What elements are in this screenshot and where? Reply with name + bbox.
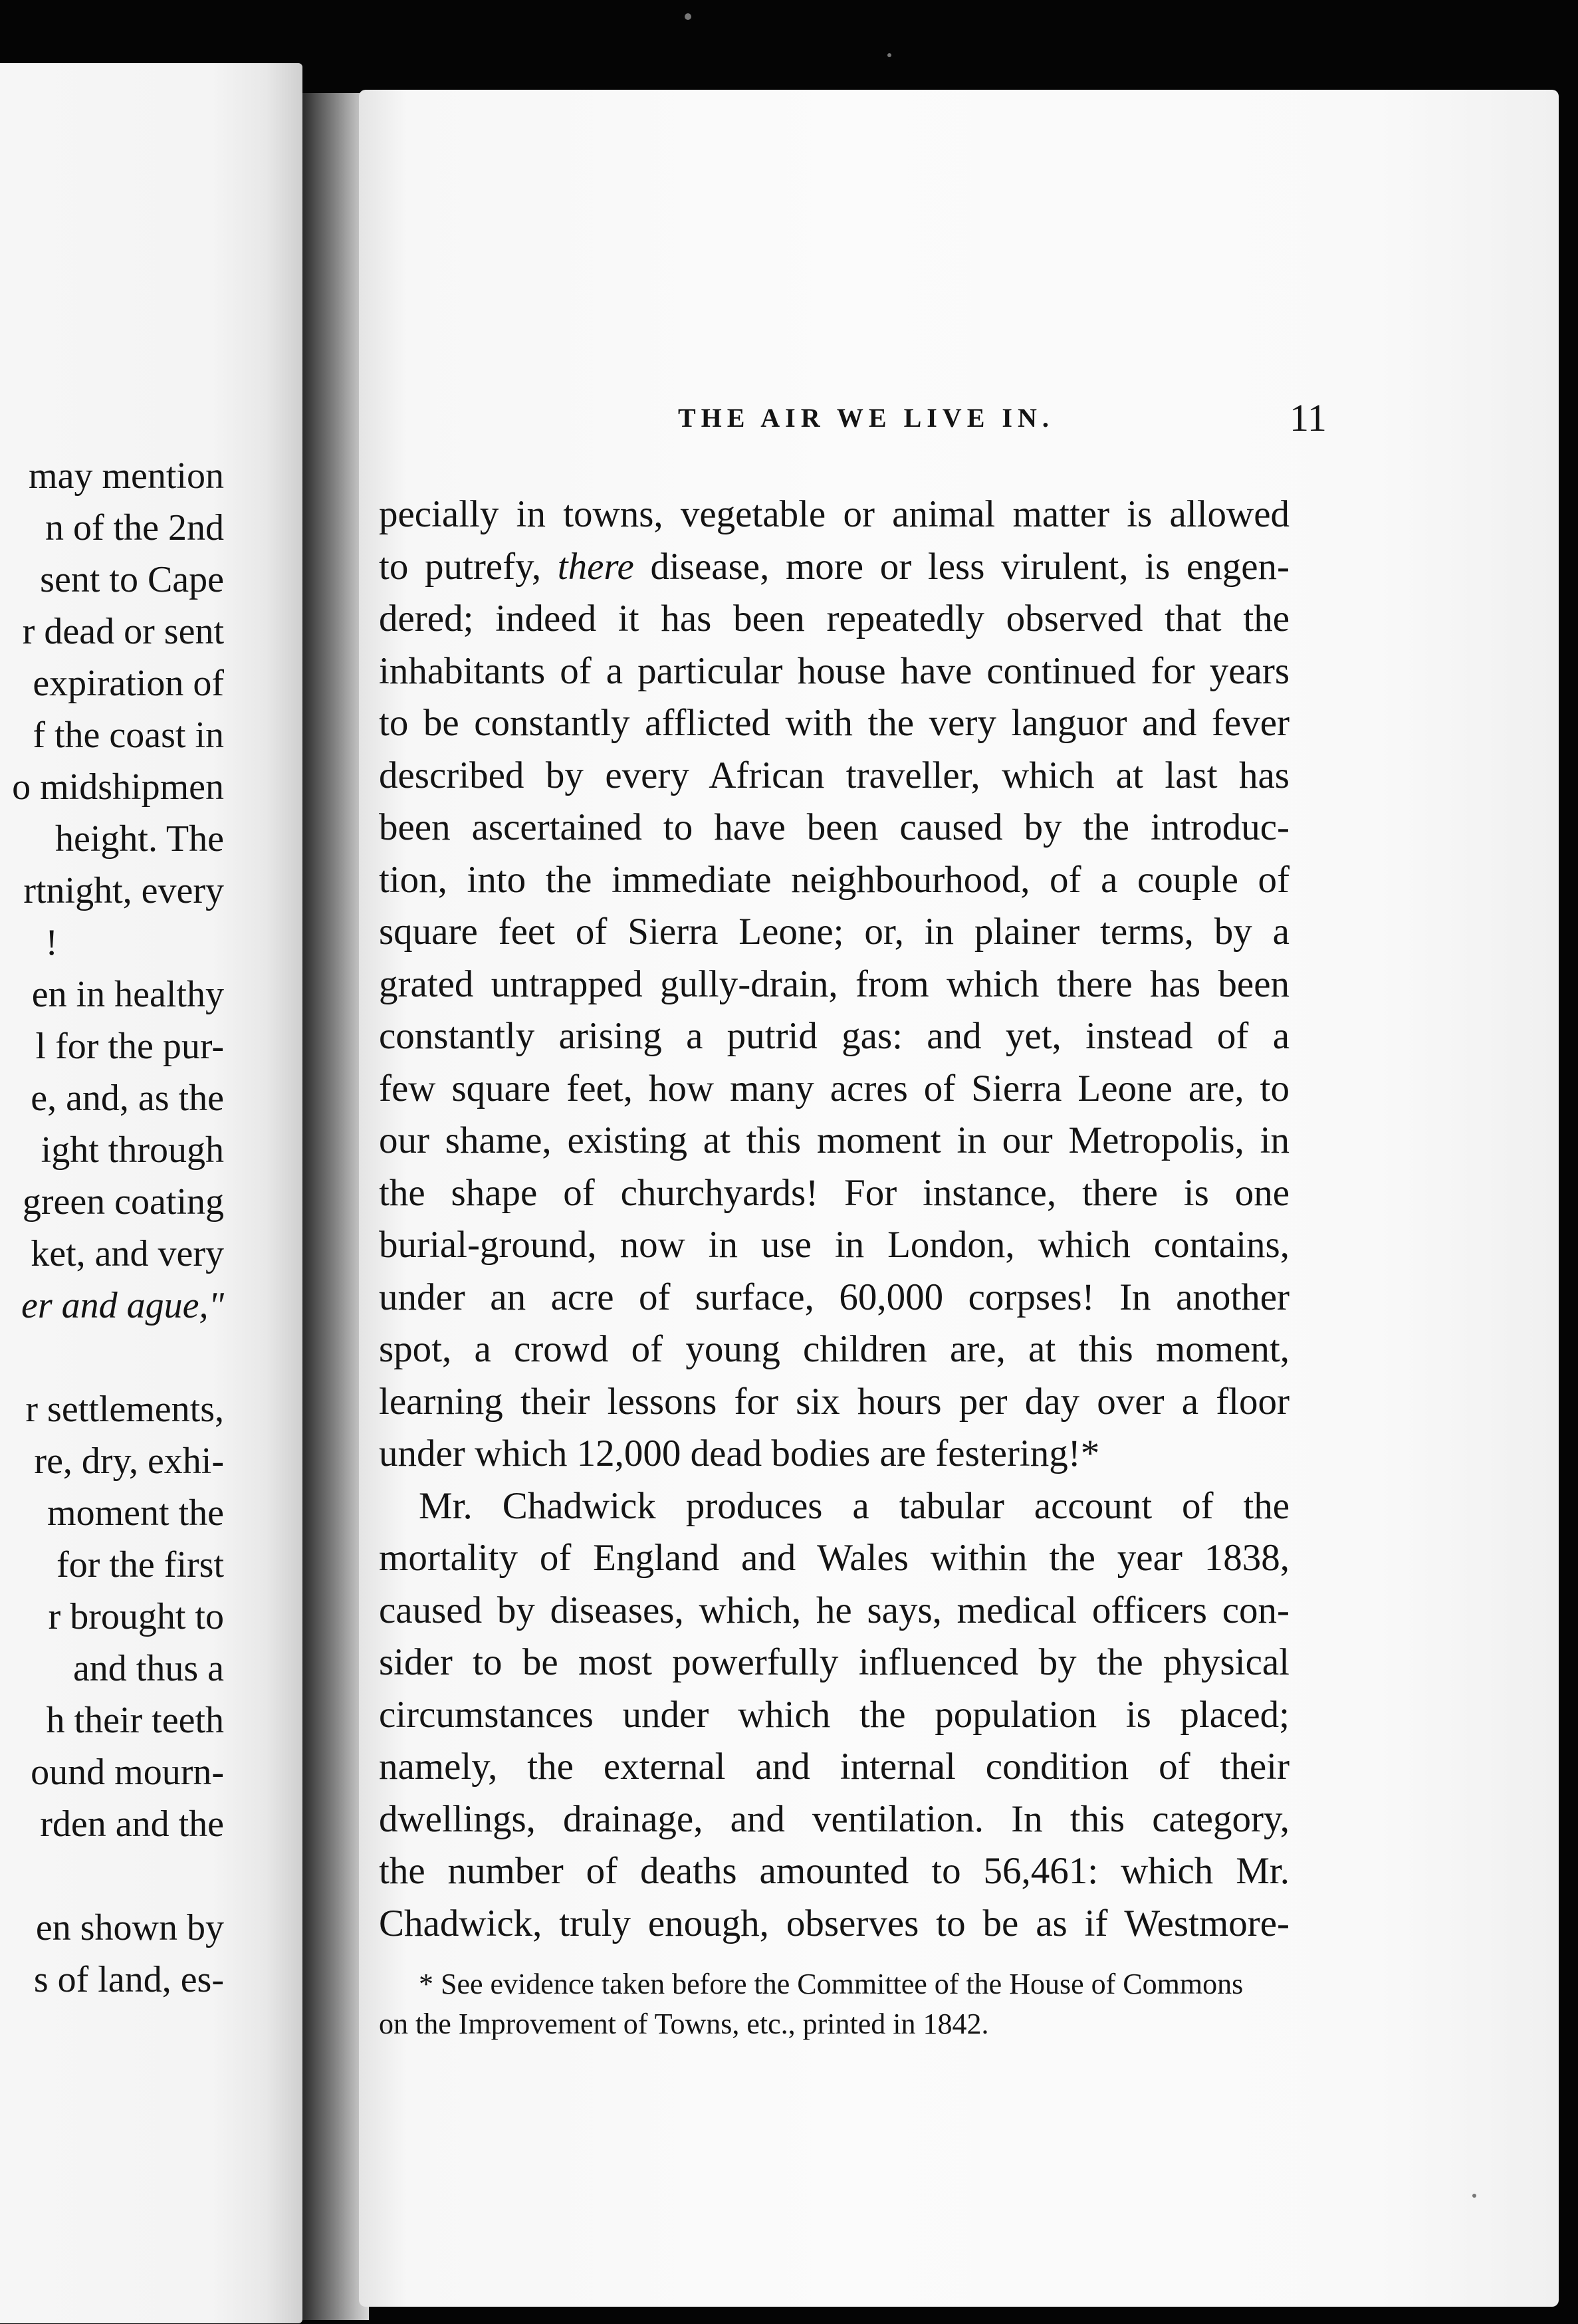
text-line: tion, into the immediate neighbourhood, of a couple of xyxy=(379,858,1290,901)
text-line: the shape of churchyards! For instance, there is one xyxy=(379,1171,1290,1214)
text-line: r settlements, xyxy=(25,1389,224,1430)
text-line: r dead or sent xyxy=(22,611,224,652)
current-page xyxy=(359,90,1559,2307)
text-span: to putrefy, xyxy=(379,545,558,588)
text-line: grated untrapped gully-drain, from which there has been xyxy=(379,963,1290,1005)
text-line: l for the pur- xyxy=(35,1026,224,1067)
previous-page xyxy=(0,63,302,2323)
text-line: e, and, as the xyxy=(31,1078,224,1119)
paragraph-gap xyxy=(12,1850,224,1902)
text-line: h their teeth xyxy=(46,1700,224,1741)
text-line: ight through xyxy=(41,1129,224,1171)
text-line: dered; indeed it has been repeatedly observed that the xyxy=(379,598,1290,639)
text-line: s of land, es- xyxy=(33,1959,224,2000)
text-line: circumstances under which the population is placed; xyxy=(379,1693,1290,1736)
text-line xyxy=(379,541,1290,594)
text-line: n of the 2nd xyxy=(45,507,224,548)
emphasis-text: there xyxy=(557,545,634,588)
text-line: f the coast in xyxy=(33,715,224,756)
text-line: caused by diseases, which, he says, medical officers con- xyxy=(379,1589,1290,1631)
text-line: r brought to xyxy=(48,1596,224,1637)
text-line: Chadwick, truly enough, observes to be as if Westmore- xyxy=(379,1902,1290,1944)
text-line: mortality of England and Wales within the year 1838, xyxy=(379,1537,1290,1579)
text-line: under which 12,000 dead bodies are festering!* xyxy=(379,1433,1100,1474)
dust-speck xyxy=(887,53,891,57)
text-line: Mr. Chadwick produces a tabular account of the xyxy=(419,1484,1290,1527)
text-line: ound mourn- xyxy=(31,1752,224,1793)
footnote-line: * See evidence taken before the Committee of the House of Commons xyxy=(419,1968,1244,2000)
text-line: green coating xyxy=(22,1181,224,1222)
text-line: sider to be most powerfully influenced by the physical xyxy=(379,1641,1290,1683)
text-line: sent to Cape xyxy=(40,559,224,600)
text-line: rtnight, every xyxy=(23,870,224,911)
footnote-line: on the Improvement of Towns, etc., printed in 1842. xyxy=(379,2008,989,2040)
text-line: described by every African traveller, which at last has xyxy=(379,754,1290,796)
paragraph-gap xyxy=(12,1332,224,1383)
text-line: rden and the xyxy=(40,1803,224,1845)
text-line: height. The xyxy=(55,818,224,860)
text-line: few square feet, how many acres of Sierra Leone are, to xyxy=(379,1067,1290,1109)
text-line: burial-ground, now in use in London, which contains, xyxy=(379,1224,1290,1266)
text-line: ket, and very xyxy=(31,1233,224,1274)
text-line: to be constantly afflicted with the very languor and fever xyxy=(379,702,1290,744)
text-line: under an acre of surface, 60,000 corpses! In another xyxy=(379,1276,1290,1318)
text-line: o midshipmen xyxy=(12,766,224,808)
text-line: been ascertained to have been caused by the introduc- xyxy=(379,806,1290,848)
text-line: learning their lessons for six hours per day over a floor xyxy=(379,1380,1290,1423)
dust-speck xyxy=(685,13,691,20)
text-line: constantly arising a putrid gas: and yet, instead of a xyxy=(379,1015,1290,1057)
text-line: moment the xyxy=(47,1492,224,1534)
previous-page-text xyxy=(12,450,224,2006)
text-line: dwellings, drainage, and ventilation. In this category, xyxy=(379,1798,1290,1840)
footnote xyxy=(379,1964,1309,2044)
body-text xyxy=(379,489,1290,1950)
text-line: expiration of xyxy=(33,663,224,704)
text-line: may mention xyxy=(29,455,224,497)
text-line: er and ague," xyxy=(21,1285,224,1326)
text-line: en shown by xyxy=(35,1907,224,1948)
text-line: ! xyxy=(45,922,58,963)
text-line: square feet of Sierra Leone; or, in plainer terms, by a xyxy=(379,911,1290,953)
text-line: our shame, existing at this moment in our Metropolis, in xyxy=(379,1119,1290,1161)
text-line: spot, a crowd of young children are, at this moment, xyxy=(379,1328,1290,1370)
page-number: 11 xyxy=(1290,396,1327,439)
text-line: en in healthy xyxy=(31,974,224,1015)
text-line: inhabitants of a particular house have continued for years xyxy=(379,649,1290,692)
text-line: re, dry, exhi- xyxy=(34,1441,224,1482)
text-line: and thus a xyxy=(72,1648,224,1689)
text-line: pecially in towns, vegetable or animal matter is allowed xyxy=(379,493,1290,535)
text-line: the number of deaths amounted to 56,461: which Mr. xyxy=(379,1850,1290,1892)
dust-speck xyxy=(1472,2194,1476,2198)
text-line: for the first xyxy=(56,1544,224,1585)
running-title: THE AIR WE LIVE IN. xyxy=(678,403,1054,433)
text-span: disease, more or less virulent, is engen- xyxy=(633,545,1290,588)
text-line: namely, the external and internal condition of their xyxy=(379,1746,1290,1788)
